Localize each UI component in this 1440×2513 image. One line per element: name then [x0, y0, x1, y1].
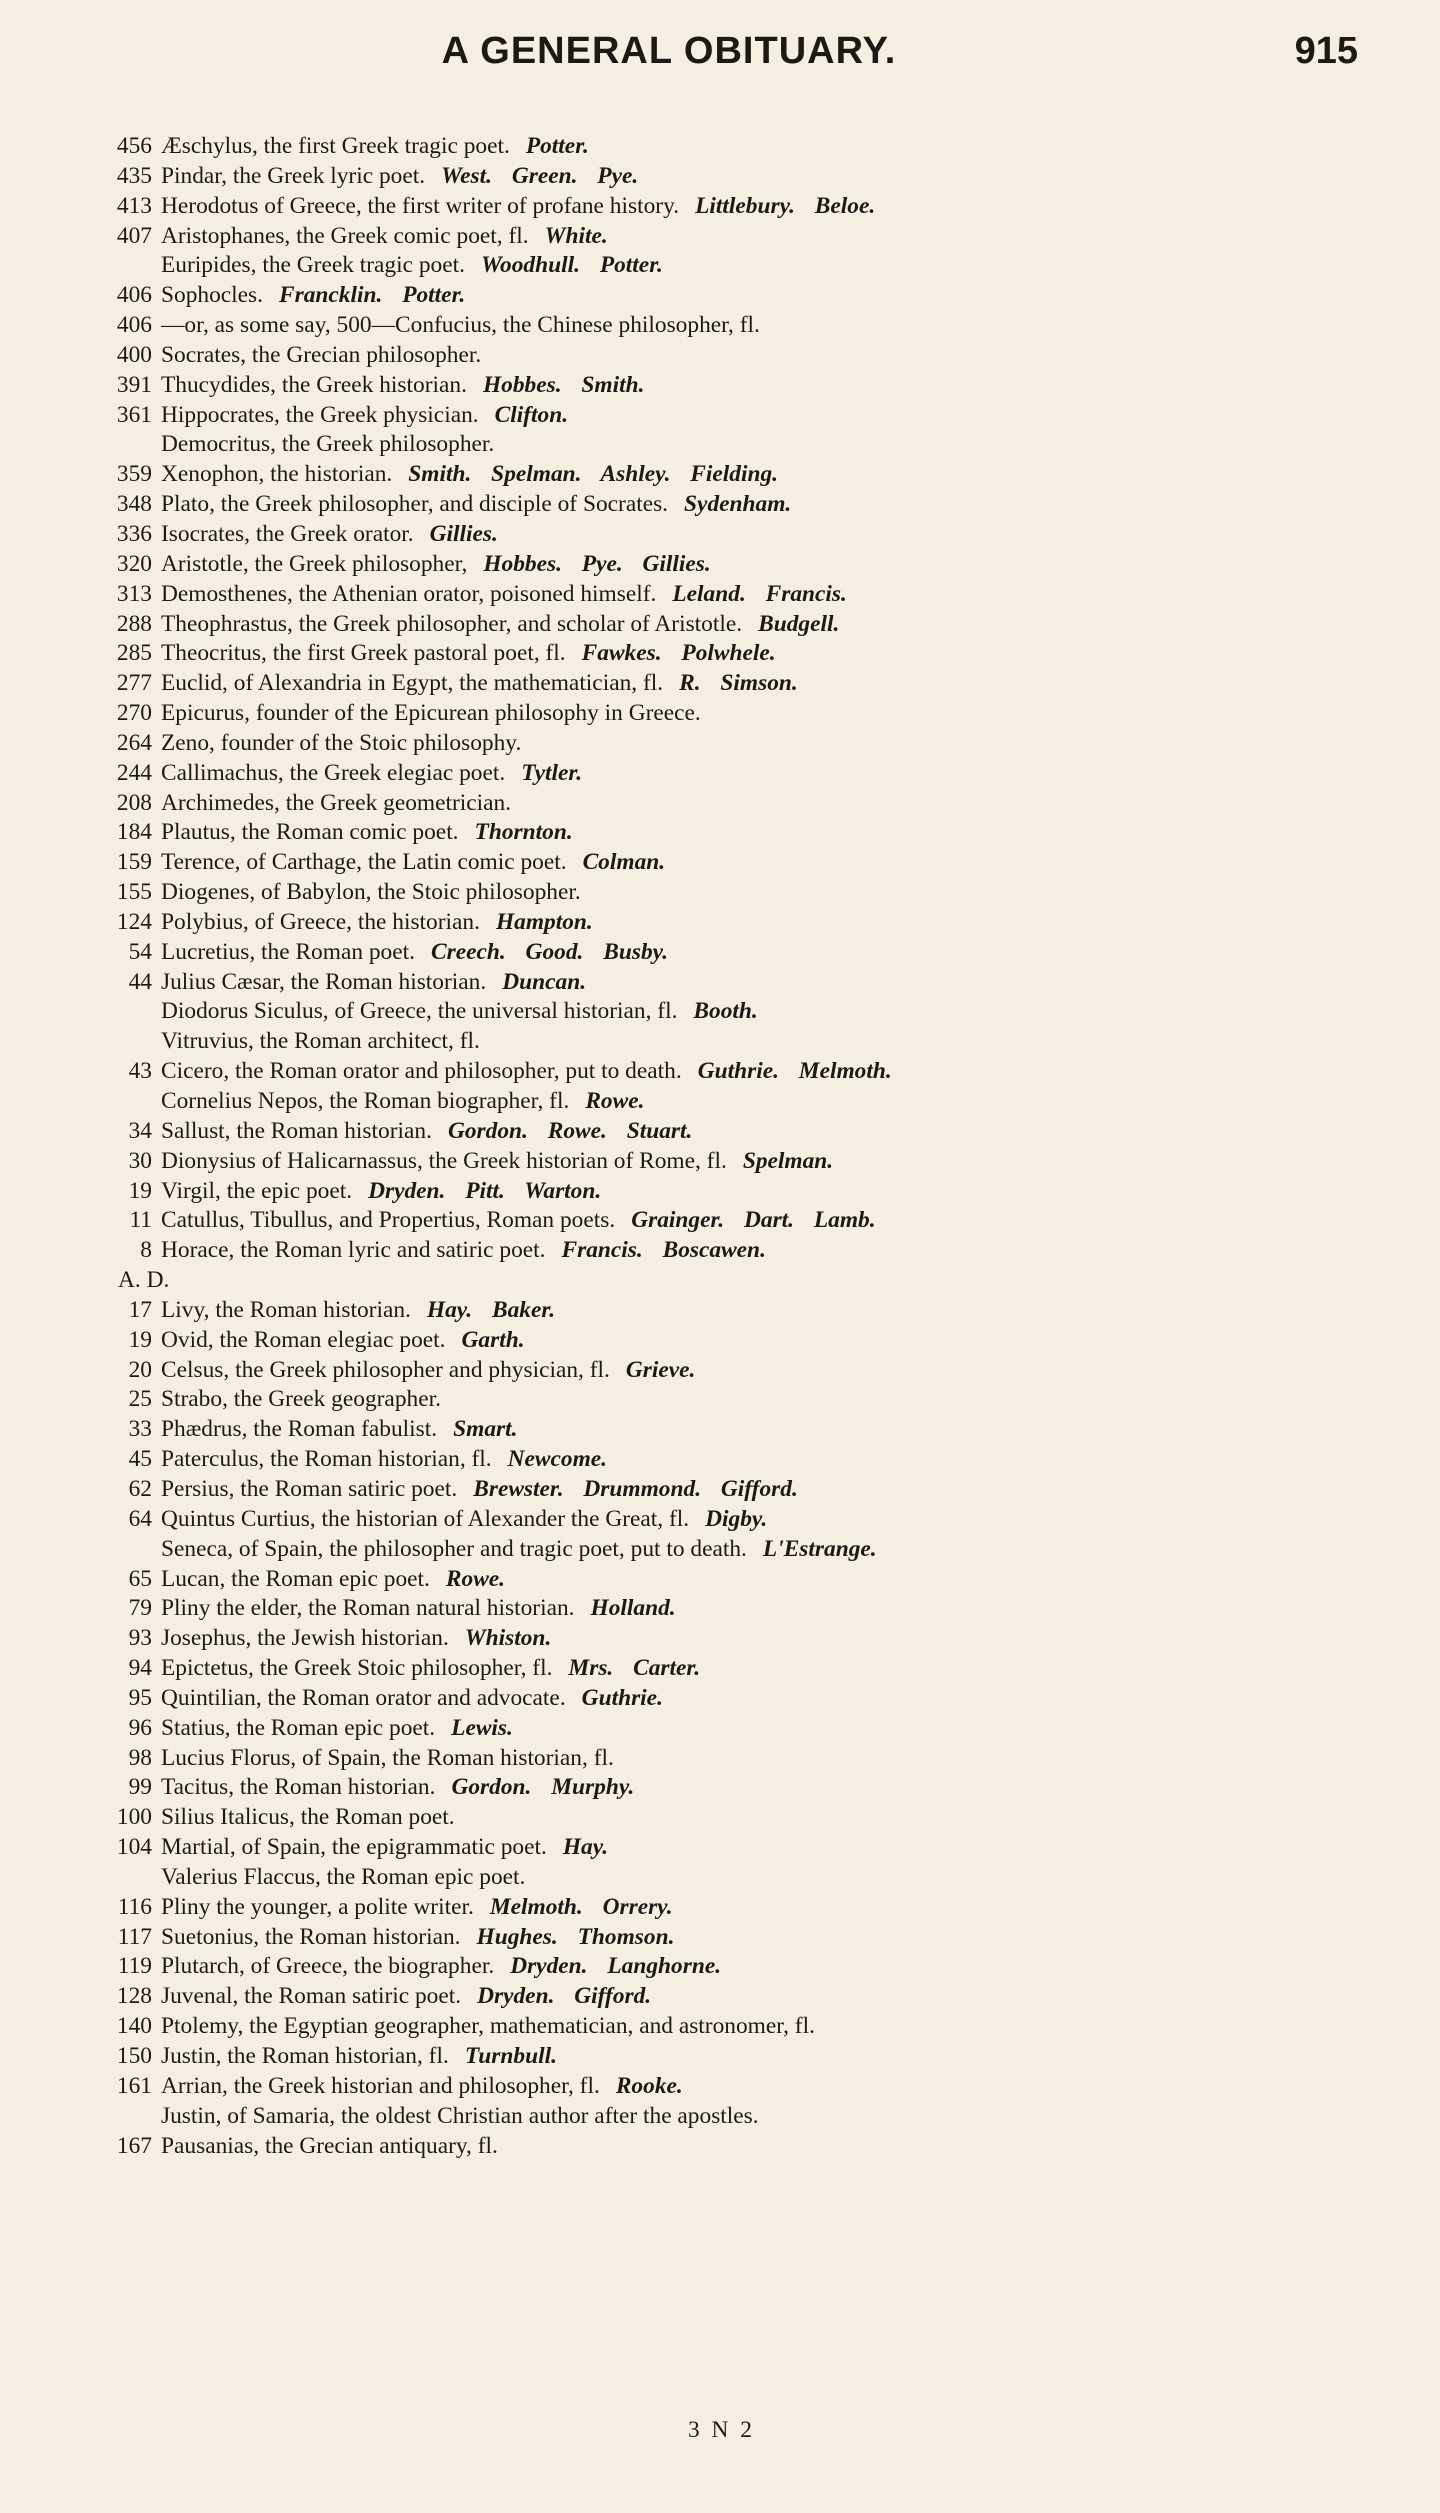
- entry-text: Euclid, of Alexandria in Egypt, the mathematician, fl.: [161, 670, 664, 697]
- obituary-entry: [108, 848, 1380, 878]
- running-title: A GENERAL OBITUARY.: [441, 30, 897, 72]
- entry-year: 19: [128, 1326, 152, 1353]
- obituary-entry: [108, 759, 1380, 789]
- entry-year: 45: [128, 1446, 152, 1473]
- entry-text: Terence, of Carthage, the Latin comic poet.: [161, 849, 567, 876]
- entry-authors: Mrs. Carter.: [568, 1655, 701, 1682]
- entry-text: Phædrus, the Roman fabulist.: [161, 1416, 438, 1443]
- obituary-entry: [108, 1475, 1380, 1505]
- entry-year: 288: [116, 610, 152, 637]
- entry-text: Ptolemy, the Egyptian geographer, mathematician, and astronomer, fl.: [161, 2013, 815, 2040]
- ad-entry-list: [108, 1296, 1380, 2161]
- obituary-entry: [108, 729, 1380, 759]
- obituary-entry: [108, 281, 1380, 311]
- entry-text: Seneca, of Spain, the philosopher and tragic poet, put to death.: [161, 1535, 747, 1562]
- entry-authors: Smart.: [453, 1416, 518, 1443]
- entry-authors: Whiston.: [464, 1625, 552, 1652]
- obituary-entry: [108, 490, 1380, 520]
- obituary-entry: [108, 1565, 1380, 1595]
- entry-year: 150: [116, 2043, 152, 2069]
- entry-authors: Rowe.: [445, 1565, 506, 1592]
- entry-authors: Gillies.: [429, 520, 498, 547]
- entry-year: 94: [128, 1655, 152, 1682]
- obituary-entry: [108, 1445, 1380, 1475]
- entry-text: Plato, the Greek philosopher, and disciple of Socrates.: [161, 491, 669, 518]
- obituary-entry: [108, 1714, 1380, 1744]
- entry-year: 184: [116, 819, 152, 846]
- obituary-entry: [108, 1952, 1380, 1982]
- obituary-entry: [108, 1027, 1380, 1057]
- entry-year: 62: [128, 1475, 152, 1502]
- entry-text: Justin, of Samaria, the oldest Christian author after the apostles.: [161, 2102, 759, 2129]
- entry-text: Aristophanes, the Greek comic poet, fl.: [161, 222, 529, 249]
- entry-year: 244: [116, 759, 152, 786]
- entry-year: 359: [116, 461, 152, 488]
- entry-year: 117: [117, 1923, 152, 1950]
- entry-text: Callimachus, the Greek elegiac poet.: [161, 759, 506, 786]
- entry-authors: Digby.: [705, 1505, 768, 1532]
- obituary-entry: [108, 1147, 1380, 1177]
- entry-text: Thucydides, the Greek historian.: [161, 371, 467, 398]
- entry-text: Cornelius Nepos, the Roman biographer, fl.: [161, 1088, 570, 1114]
- entry-text: Livy, the Roman historian.: [161, 1296, 411, 1323]
- entry-year: 17: [128, 1296, 152, 1323]
- entry-text: Persius, the Roman satiric poet.: [161, 1475, 458, 1502]
- entry-text: Justin, the Roman historian, fl.: [161, 2043, 449, 2069]
- entry-authors: Guthrie.: [581, 1684, 663, 1711]
- entry-authors: Duncan.: [502, 968, 587, 995]
- entry-text: Democritus, the Greek philosopher.: [161, 431, 495, 458]
- entry-text: Plutarch, of Greece, the biographer.: [161, 1953, 495, 1980]
- entry-year: 95: [128, 1684, 152, 1711]
- entry-authors: Rooke.: [615, 2072, 683, 2099]
- entry-text: Celsus, the Greek philosopher and physician, fl.: [161, 1356, 610, 1383]
- obituary-entry: [108, 968, 1380, 998]
- entry-text: Quintus Curtius, the historian of Alexander the Great, fl.: [161, 1505, 690, 1532]
- obituary-entry: [108, 580, 1380, 610]
- entry-year: 20: [128, 1356, 152, 1383]
- obituary-entry: [108, 192, 1380, 222]
- obituary-entry: [108, 1177, 1380, 1207]
- entry-year: 11: [129, 1207, 152, 1234]
- entry-year: 124: [116, 908, 152, 935]
- entry-year: 264: [116, 729, 152, 756]
- entry-text: Socrates, the Grecian philosopher.: [161, 341, 482, 368]
- entry-text: Sophocles.: [161, 282, 264, 309]
- entry-authors: Thornton.: [474, 819, 573, 846]
- entry-year: 96: [128, 1714, 152, 1741]
- obituary-entry: [108, 1923, 1380, 1953]
- entry-year: 155: [116, 879, 152, 906]
- obituary-entry: [108, 341, 1380, 371]
- entry-text: Epicurus, founder of the Epicurean philosophy in Greece.: [161, 700, 701, 727]
- obituary-entry: [108, 251, 1380, 281]
- entry-text: Theophrastus, the Greek philosopher, and scholar of Aristotle.: [161, 610, 743, 637]
- obituary-entry: [108, 1236, 1380, 1266]
- entry-year: 119: [117, 1953, 152, 1980]
- obituary-entry: [108, 1833, 1380, 1863]
- entry-authors: Dryden. Langhorne.: [510, 1953, 722, 1980]
- entry-text: Statius, the Roman epic poet.: [161, 1714, 436, 1741]
- entry-year: 79: [128, 1595, 152, 1622]
- obituary-entry: [108, 430, 1380, 460]
- obituary-entry: [108, 1684, 1380, 1714]
- entry-year: 361: [116, 401, 152, 428]
- entry-year: 33: [128, 1416, 152, 1443]
- entry-year: 128: [116, 1983, 152, 2010]
- entry-year: 104: [116, 1834, 152, 1861]
- entry-authors: Leland. Francis.: [672, 580, 847, 607]
- entry-text: Sallust, the Roman historian.: [161, 1117, 432, 1144]
- obituary-entry: [108, 789, 1380, 819]
- obituary-entry: [108, 1863, 1380, 1893]
- obituary-entry: [108, 1773, 1380, 1803]
- obituary-entry: [108, 311, 1380, 341]
- entry-text: Æschylus, the first Greek tragic poet.: [161, 133, 510, 159]
- obituary-entry: [108, 1206, 1380, 1236]
- obituary-entry: [108, 520, 1380, 550]
- entry-text: Euripides, the Greek tragic poet.: [161, 252, 465, 279]
- entry-authors: Hay. Baker.: [426, 1296, 556, 1323]
- entry-text: Paterculus, the Roman historian, fl.: [161, 1446, 492, 1473]
- entry-year: 44: [128, 968, 152, 995]
- entry-authors: Hobbes. Smith.: [482, 371, 645, 398]
- entry-text: Pliny the younger, a polite writer.: [161, 1893, 474, 1920]
- entry-authors: Hobbes. Pye. Gillies.: [483, 550, 711, 577]
- entry-text: Theocritus, the first Greek pastoral poet, fl.: [161, 640, 566, 667]
- entry-text: Pausanias, the Grecian antiquary, fl.: [161, 2132, 498, 2159]
- obituary-entry: [108, 818, 1380, 848]
- entry-year: 116: [117, 1893, 152, 1920]
- entry-authors: Melmoth. Orrery.: [489, 1893, 673, 1920]
- entry-authors: Colman.: [582, 849, 666, 876]
- obituary-entry: [108, 401, 1380, 431]
- entry-year: 336: [116, 520, 152, 547]
- obituary-entry: [108, 1415, 1380, 1445]
- entry-text: Silius Italicus, the Roman poet.: [161, 1804, 455, 1831]
- obituary-entry: [108, 1057, 1380, 1087]
- entry-authors: Gordon. Rowe. Stuart.: [447, 1117, 693, 1144]
- entry-authors: Brewster. Drummond. Gifford.: [473, 1475, 798, 1502]
- entry-text: Julius Cæsar, the Roman historian.: [161, 968, 487, 995]
- obituary-entry: [108, 1356, 1380, 1386]
- entry-year: 407: [116, 222, 152, 249]
- obituary-entry: [108, 550, 1380, 580]
- obituary-entry: [108, 1505, 1380, 1535]
- entry-authors: Gordon. Murphy.: [451, 1774, 635, 1801]
- entry-authors: Francklin. Potter.: [279, 282, 466, 309]
- entry-authors: White.: [544, 222, 608, 249]
- entry-authors: Holland.: [590, 1595, 676, 1622]
- entry-authors: Spelman.: [742, 1147, 834, 1174]
- entry-year: 285: [116, 640, 152, 667]
- page-number: 915: [1294, 30, 1358, 72]
- entry-text: Archimedes, the Greek geometrician.: [161, 789, 512, 816]
- entry-authors: Rowe.: [585, 1088, 645, 1114]
- entry-text: Strabo, the Greek geographer.: [161, 1386, 441, 1413]
- entry-text: Pindar, the Greek lyric poet.: [161, 162, 426, 189]
- entry-year: 159: [116, 849, 152, 876]
- entry-text: —or, as some say, 500—Confucius, the Chinese philosopher, fl.: [161, 312, 760, 339]
- entry-authors: R. Simson.: [679, 670, 798, 697]
- obituary-entry: [108, 1744, 1380, 1774]
- obituary-entry: [108, 699, 1380, 729]
- entry-text: Virgil, the epic poet.: [161, 1177, 353, 1204]
- entry-authors: L'Estrange.: [762, 1535, 877, 1562]
- obituary-entry: [108, 639, 1380, 669]
- entry-year: 19: [128, 1177, 152, 1204]
- obituary-entry: [108, 2042, 1380, 2072]
- obituary-entry: [108, 1326, 1380, 1356]
- entry-year: 391: [116, 371, 152, 398]
- entry-authors: Sydenham.: [684, 491, 792, 518]
- page-header: [108, 28, 1380, 88]
- entry-authors: West. Green. Pye.: [441, 162, 639, 189]
- obituary-entry: [108, 669, 1380, 699]
- entry-year: 435: [116, 162, 152, 189]
- entry-year: 270: [116, 700, 152, 727]
- entry-year: 30: [128, 1147, 152, 1174]
- entry-authors: Budgell.: [758, 610, 840, 637]
- entry-text: Epictetus, the Greek Stoic philosopher, fl.: [161, 1655, 553, 1682]
- entry-text: Martial, of Spain, the epigrammatic poet.: [161, 1834, 547, 1861]
- obituary-entry: [108, 2012, 1380, 2042]
- entry-year: 456: [116, 133, 152, 159]
- entry-text: Zeno, founder of the Stoic philosophy.: [161, 729, 522, 756]
- entry-authors: Clifton.: [494, 401, 569, 428]
- entry-year: 400: [116, 341, 152, 368]
- entry-authors: Dryden. Gifford.: [477, 1983, 652, 2010]
- entry-year: 65: [128, 1565, 152, 1592]
- obituary-entry: [108, 1087, 1380, 1117]
- obituary-entry: [108, 1594, 1380, 1624]
- obituary-entry: [108, 1982, 1380, 2012]
- entry-authors: Littlebury. Beloe.: [695, 192, 876, 219]
- era-label-ad: A. D.: [118, 1267, 170, 1294]
- obituary-entry: [108, 2102, 1380, 2132]
- entry-year: 208: [116, 789, 152, 816]
- obituary-entry: [108, 908, 1380, 938]
- entry-authors: Creech. Good. Busby.: [431, 938, 668, 965]
- entry-text: Pliny the elder, the Roman natural historian.: [161, 1595, 575, 1622]
- obituary-entry: [108, 1385, 1380, 1415]
- obituary-entry: [108, 610, 1380, 640]
- obituary-entry: [108, 1624, 1380, 1654]
- obituary-entry: [108, 2132, 1380, 2162]
- entry-text: Horace, the Roman lyric and satiric poet.: [161, 1237, 546, 1264]
- entry-authors: Hay.: [562, 1834, 609, 1861]
- entry-text: Polybius, of Greece, the historian.: [161, 908, 480, 935]
- obituary-entry: [108, 460, 1380, 490]
- entry-text: Vitruvius, the Roman architect, fl.: [161, 1028, 480, 1055]
- entry-text: Diodorus Siculus, of Greece, the universal historian, fl.: [161, 998, 678, 1025]
- entry-year: 320: [116, 550, 152, 577]
- entry-text: Aristotle, the Greek philosopher,: [161, 550, 468, 577]
- entry-text: Isocrates, the Greek orator.: [161, 520, 414, 547]
- obituary-entry: [108, 1296, 1380, 1326]
- entry-text: Dionysius of Halicarnassus, the Greek historian of Rome, fl.: [161, 1147, 727, 1174]
- entry-authors: Garth.: [461, 1326, 525, 1353]
- entry-year: 8: [140, 1237, 152, 1264]
- entry-year: 54: [128, 938, 152, 965]
- entry-authors: Booth.: [693, 998, 758, 1025]
- bc-entry-list: [108, 132, 1380, 1266]
- obituary-entry: [108, 132, 1380, 162]
- obituary-entry: [108, 222, 1380, 252]
- entry-year: 43: [128, 1058, 152, 1085]
- entry-year: 140: [116, 2013, 152, 2040]
- entry-year: 99: [128, 1774, 152, 1801]
- entry-text: Diogenes, of Babylon, the Stoic philosopher.: [161, 879, 581, 906]
- entry-authors: Fawkes. Polwhele.: [581, 640, 776, 667]
- entry-authors: Newcome.: [507, 1446, 608, 1473]
- entry-text: Lucan, the Roman epic poet.: [161, 1565, 430, 1592]
- entry-text: Xenophon, the historian.: [161, 461, 393, 488]
- obituary-entry: [108, 1893, 1380, 1923]
- obituary-entry: [108, 938, 1380, 968]
- entry-text: Ovid, the Roman elegiac poet.: [161, 1326, 446, 1353]
- entry-text: Juvenal, the Roman satiric poet.: [161, 1983, 462, 2010]
- obituary-entry: [108, 1117, 1380, 1147]
- entry-year: 64: [128, 1505, 152, 1532]
- obituary-entry: [108, 1803, 1380, 1833]
- obituary-entry: [108, 1535, 1380, 1565]
- entry-authors: Hughes. Thomson.: [476, 1923, 675, 1950]
- entry-year: 25: [128, 1386, 152, 1413]
- obituary-entry: [108, 997, 1380, 1027]
- entry-text: Valerius Flaccus, the Roman epic poet.: [161, 1863, 526, 1890]
- entry-year: 313: [116, 580, 152, 607]
- entry-authors: Guthrie. Melmoth.: [697, 1058, 892, 1085]
- entry-authors: Francis. Boscawen.: [561, 1237, 766, 1264]
- entry-text: Josephus, the Jewish historian.: [161, 1625, 449, 1652]
- entry-text: Lucretius, the Roman poet.: [161, 938, 415, 965]
- entry-text: Tacitus, the Roman historian.: [161, 1774, 436, 1801]
- entry-authors: Smith. Spelman. Ashley. Fielding.: [408, 461, 779, 488]
- entry-authors: Hampton.: [495, 908, 593, 935]
- entry-authors: Lewis.: [451, 1714, 513, 1741]
- entry-year: 406: [116, 312, 152, 339]
- entry-text: Quintilian, the Roman orator and advocate.: [161, 1684, 566, 1711]
- entry-text: Cicero, the Roman orator and philosopher, put to death.: [161, 1058, 682, 1085]
- entry-text: Hippocrates, the Greek physician.: [161, 401, 479, 428]
- entry-text: Arrian, the Greek historian and philosopher, fl.: [161, 2072, 600, 2099]
- entry-authors: Woodhull. Potter.: [480, 252, 663, 279]
- obituary-entry: [108, 162, 1380, 192]
- signature-mark: 3 N 2: [688, 2417, 755, 2443]
- entry-year: 161: [116, 2072, 152, 2099]
- obituary-entry: [108, 2072, 1380, 2102]
- entry-authors: Turnbull.: [464, 2043, 557, 2069]
- entry-text: Plautus, the Roman comic poet.: [161, 819, 459, 846]
- entry-authors: Potter.: [525, 133, 589, 159]
- entry-authors: Dryden. Pitt. Warton.: [368, 1177, 602, 1204]
- entry-year: 277: [116, 670, 152, 697]
- entry-authors: Grieve.: [625, 1356, 696, 1383]
- entry-year: 98: [128, 1744, 152, 1771]
- entry-year: 406: [116, 282, 152, 309]
- entry-authors: Grainger. Dart. Lamb.: [631, 1207, 876, 1234]
- entry-year: 100: [116, 1804, 152, 1831]
- entry-year: 93: [128, 1625, 152, 1652]
- entry-text: Suetonius, the Roman historian.: [161, 1923, 461, 1950]
- obituary-entry: [108, 1654, 1380, 1684]
- entry-authors: Tytler.: [521, 759, 583, 786]
- entry-text: Catullus, Tibullus, and Propertius, Roman poets.: [161, 1207, 616, 1234]
- entry-text: Lucius Florus, of Spain, the Roman historian, fl.: [161, 1744, 614, 1771]
- entry-year: 413: [116, 192, 152, 219]
- entry-year: 167: [116, 2132, 152, 2159]
- obituary-entry: [108, 878, 1380, 908]
- obituary-entry: [108, 371, 1380, 401]
- entry-text: Demosthenes, the Athenian orator, poisoned himself.: [161, 580, 657, 607]
- entry-year: 34: [128, 1117, 152, 1144]
- entry-text: Herodotus of Greece, the first writer of profane history.: [161, 192, 680, 219]
- entry-year: 348: [116, 491, 152, 518]
